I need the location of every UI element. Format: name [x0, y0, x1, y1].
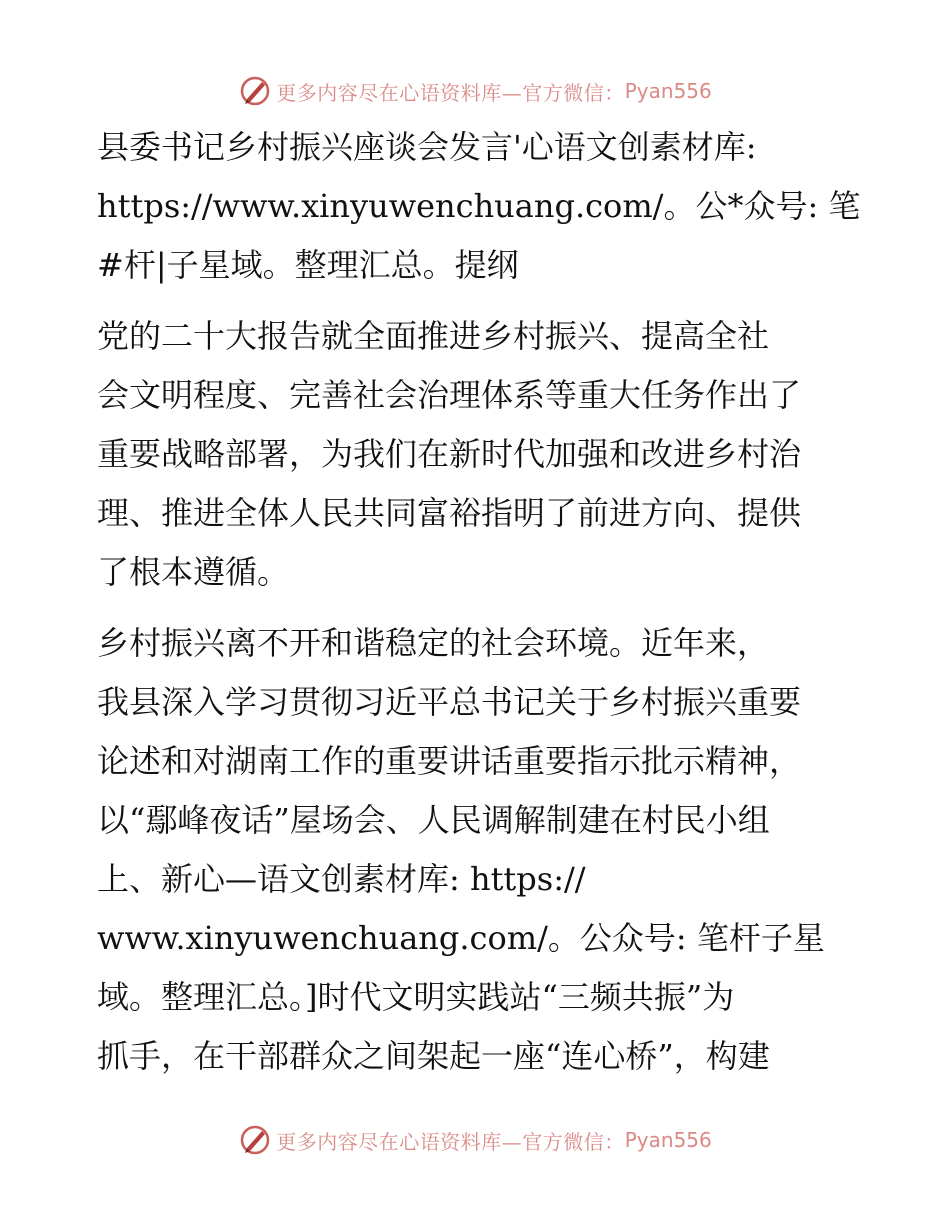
paragraph-intro: [97, 307, 857, 602]
header-banner-text: 更多内容尽在心语资料库—官方微信：: [276, 80, 625, 105]
footer-banner-handle: Pyan556: [624, 1128, 712, 1152]
paragraph-body: [97, 614, 857, 1086]
text-line: 抓手，在干部群众之间架起一座“连心桥”，构建: [97, 1037, 770, 1075]
text-line: 乡村振兴离不开和谐稳定的社会环境。近年来，: [97, 624, 770, 662]
text-line: 重要战略部署，为我们在新时代加强和改进乡村治: [97, 435, 802, 473]
document-body: [97, 118, 861, 1086]
text-line: #杆|子星域。整理汇总。提纲: [97, 246, 519, 284]
text-line: 上、新心—语文创素材库: https://: [97, 860, 586, 898]
footer-watermark-banner: [0, 1120, 950, 1160]
text-line: 党的二十大报告就全面推进乡村振兴、提高全社: [97, 317, 770, 355]
text-line: https://www.xinyuwenchuang.com/。公*众号: 笔: [97, 187, 861, 225]
text-line: 理、推进全体人民共同富裕指明了前进方向、提供: [97, 494, 802, 532]
text-line: 我县深入学习贯彻习近平总书记关于乡村振兴重要: [97, 683, 802, 721]
text-line: 县委书记乡村振兴座谈会发言'心语文创素材库:: [97, 128, 757, 166]
text-line: 以“鄢峰夜话”屋场会、人民调解制建在村民小组: [97, 801, 770, 839]
footer-banner-text: 更多内容尽在心语资料库—官方微信：: [276, 1129, 625, 1154]
header-watermark-banner: [0, 71, 950, 111]
text-line: 了根本遵循。: [97, 553, 290, 591]
pen-logo-icon: [238, 1123, 272, 1157]
text-line: www.xinyuwenchuang.com/。公众号: 笔杆子星: [97, 919, 825, 957]
header-banner-handle: Pyan556: [624, 79, 712, 103]
paragraph-title: [97, 118, 861, 295]
text-line: 会文明程度、完善社会治理体系等重大任务作出了: [97, 376, 802, 414]
text-line: 域。整理汇总。]时代文明实践站“三频共振”为: [97, 978, 735, 1016]
text-line: 论述和对湖南工作的重要讲话重要指示批示精神，: [97, 742, 802, 780]
pen-logo-icon: [238, 74, 272, 108]
